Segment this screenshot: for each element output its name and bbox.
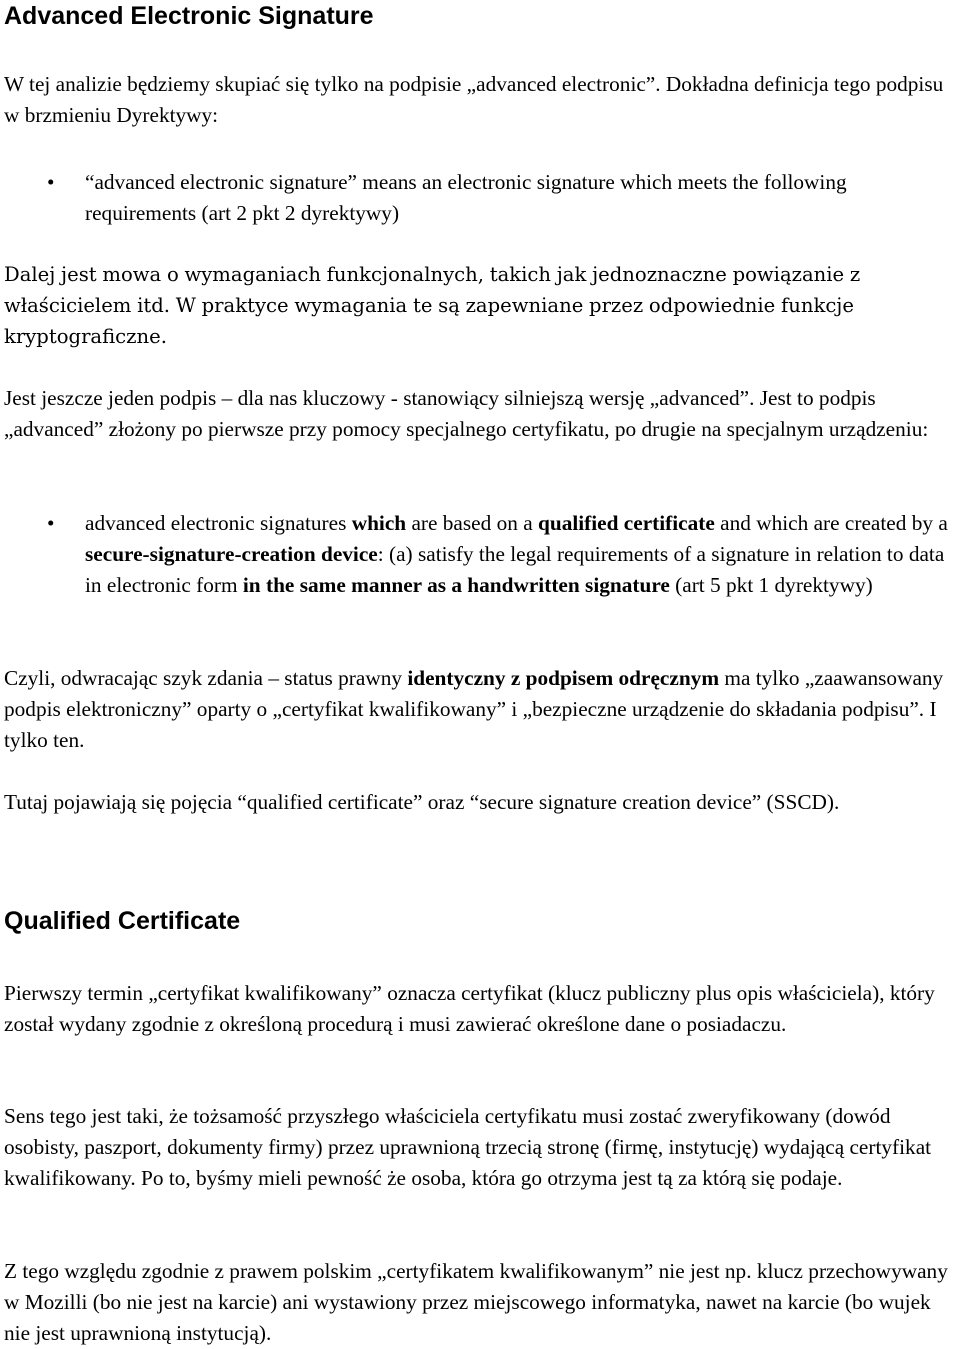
section-title-qualified-certificate: Qualified Certificate	[4, 907, 241, 935]
text-run: and which are created by a	[714, 511, 948, 535]
bold-run: identyczny z podpisem odręcznym	[407, 666, 720, 690]
text-run: : (a) satisfy the legal requirements of a signature in relation to data in electronic form	[85, 542, 945, 597]
identity-verification-paragraph: Sens tego jest taki, że tożsamość przyszłego właściciela certyfikatu musi zostać zweryfikowany (dowód osobisty, paszport, dokumenty firmy) przez uprawnioną trzecią stronę (firmę, instytucję) wydającą certyfikat kwalifikowany. Po to, byśmy mieli pewność że osoba, która go otrzyma jest tą za którą się podaje.	[4, 1104, 932, 1190]
terms-paragraph: Tutaj pojawiają się pojęcia “qualified certificate” oraz “secure signature creation device” (SSCD).	[4, 790, 840, 814]
qualified-definition-list	[4, 508, 954, 601]
bullet-dot-icon: •	[47, 170, 55, 194]
text-run: are based on a	[406, 511, 538, 535]
text-run: (art 5 pkt 1 dyrektywy)	[669, 573, 873, 597]
text-run: ma tylko „zaawansowany podpis elektroniczny” oparty o „certyfikat kwalifikowany” i „bezpieczne urządzenie do składania podpisu”. I tylko ten.	[4, 666, 944, 752]
polish-law-paragraph: Z tego względu zgodnie z prawem polskim „certyfikatem kwalifikowanym” nie jest np. klucz przechowywany w Mozilli (bo nie jest na karcie) ani wystawiony przez miejscowego informatyka, nawet na karcie (bo wujek nie jest uprawnioną instytucją).	[4, 1259, 948, 1345]
list-item	[4, 508, 954, 601]
bold-run: qualified certificate	[538, 511, 715, 535]
definition-text: “advanced electronic signature” means an electronic signature which meets the following requirements (art 2 pkt 2 dyrektywy)	[85, 170, 847, 225]
intro-paragraph: W tej analizie będziemy skupiać się tylko na podpisie „advanced electronic”. Dokładna definicja tego podpisu w brzmieniu Dyrektywy:	[4, 72, 944, 127]
certificate-definition-paragraph: Pierwszy termin „certyfikat kwalifikowany” oznacza certyfikat (klucz publiczny plus opis właściciela), który został wydany zgodnie z określoną procedurą i musi zawierać określone dane o posiadaczu.	[4, 981, 935, 1036]
bold-run: secure-signature-creation device	[85, 542, 378, 566]
definition-list	[4, 167, 954, 229]
text-run: Czyli, odwracając szyk zdania – status prawny	[4, 666, 408, 690]
text-run: advanced electronic signatures	[85, 511, 352, 535]
list-item	[4, 167, 954, 229]
requirements-paragraph: Dalej jest mowa o wymaganiach funkcjonalnych, takich jak jednoznaczne powiązanie z właścicielem itd. W praktyce wymagania te są zapewniane przez odpowiednie funkcje kryptograficzne.	[4, 263, 861, 348]
qualified-definition-text	[85, 511, 948, 597]
legal-status-paragraph	[4, 663, 954, 756]
bullet-dot-icon: •	[47, 511, 55, 535]
qualified-signature-paragraph: Jest jeszcze jeden podpis – dla nas kluczowy - stanowiący silniejszą wersję „advanced”. Jest to podpis „advanced” złożony po pierwsze przy pomocy specjalnego certyfikatu, po drugie na specjalnym urządzeniu:	[4, 386, 929, 441]
bold-run: which	[351, 511, 407, 535]
section-title-advanced-signature: Advanced Electronic Signature	[4, 2, 374, 30]
bold-run: in the same manner as a handwritten signature	[242, 573, 670, 597]
